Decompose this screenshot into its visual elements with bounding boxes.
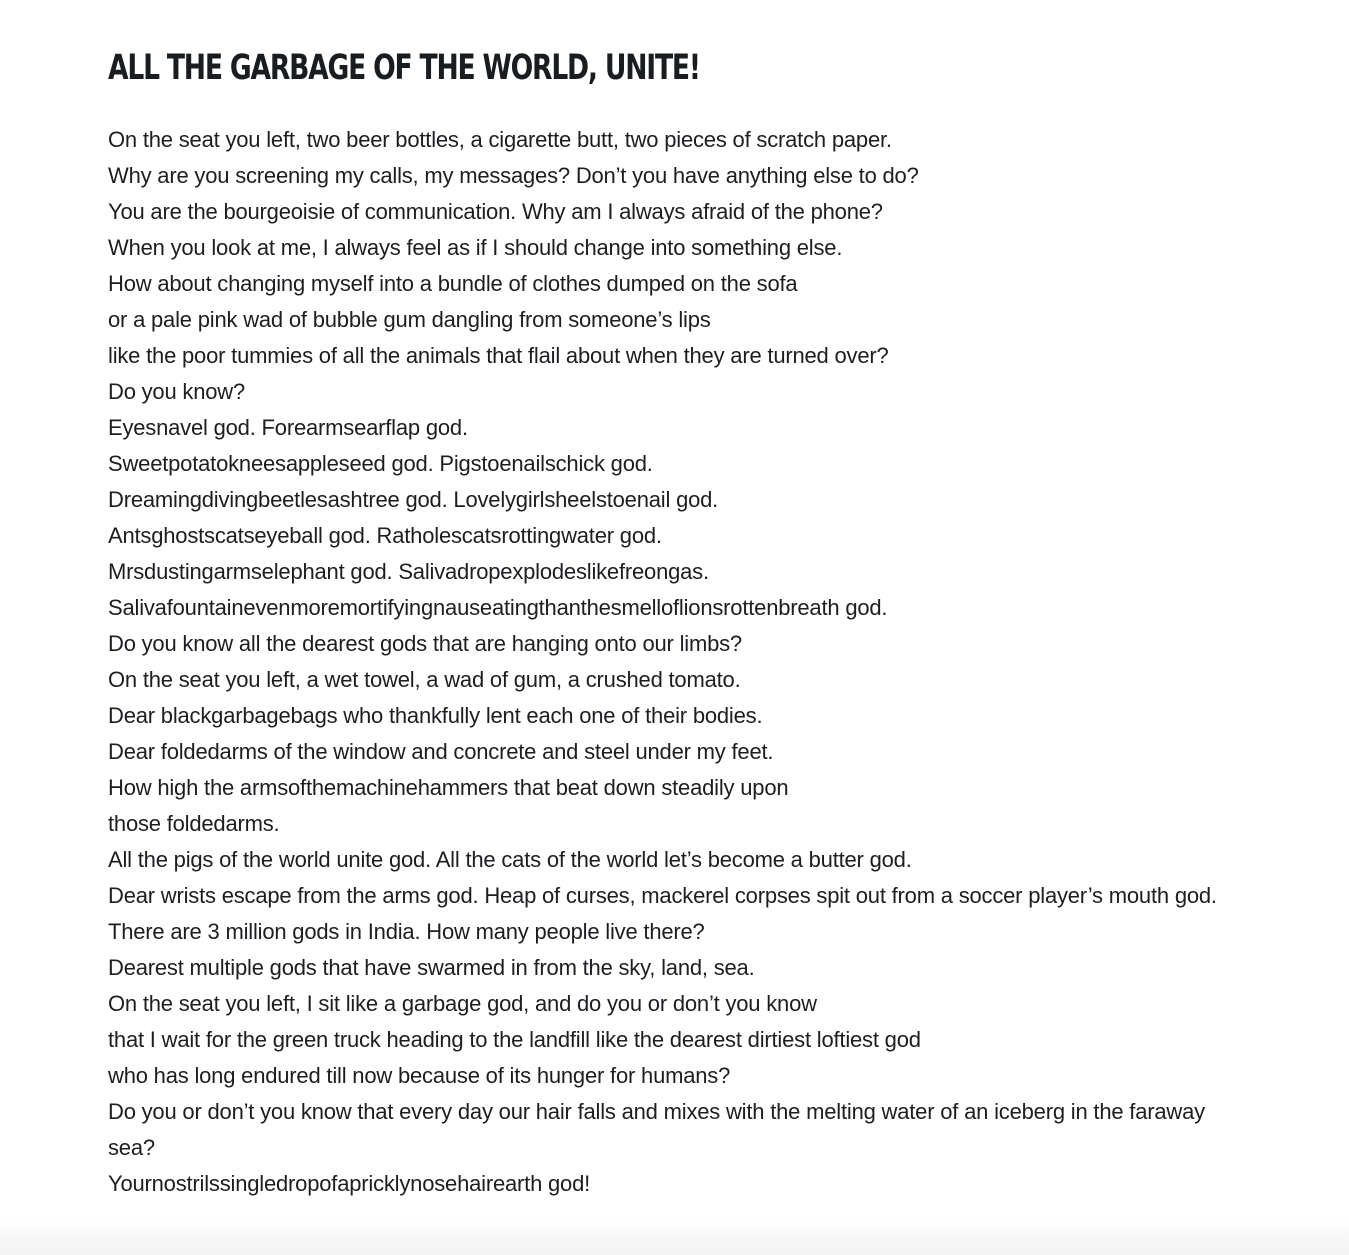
poem-line: Eyesnavel god. Forearmsearflap god. (108, 415, 468, 440)
poem-line: sea? (108, 1135, 155, 1160)
poem-line: Salivafountainevenmoremortifyingnauseatingthanthesmelloflionsrottenbreath god. (108, 595, 888, 620)
poem-line: Dear wrists escape from the arms god. Heap of curses, mackerel corpses spit out from a soccer player’s mouth god. (108, 883, 1217, 908)
poem-line: On the seat you left, a wet towel, a wad of gum, a crushed tomato. (108, 667, 741, 692)
poem-line: You are the bourgeoisie of communication. Why am I always afraid of the phone? (108, 199, 883, 224)
poem-line: How high the armsofthemachinehammers that beat down steadily upon (108, 775, 789, 800)
poem-line: Do you know? (108, 379, 246, 404)
poem-line: Do you or don’t you know that every day our hair falls and mixes with the melting water of an iceberg in the faraway (108, 1099, 1205, 1124)
poem-line: that I wait for the green truck heading to the landfill like the dearest dirtiest loftiest god (108, 1027, 921, 1052)
poem-line: Sweetpotatokneesappleseed god. Pigstoenailschick god. (108, 451, 653, 476)
poem-line: or a pale pink wad of bubble gum dangling from someone’s lips (108, 307, 711, 332)
poem-line: like the poor tummies of all the animals that flail about when they are turned over? (108, 343, 889, 368)
poem-line: When you look at me, I always feel as if I should change into something else. (108, 235, 843, 260)
poem-line: Dreamingdivingbeetlesashtree god. Lovelygirlsheelstoenail god. (108, 487, 719, 512)
poem-line: Yournostrilssingledropofapricklynosehairearth god! (108, 1171, 591, 1196)
poem-line: who has long endured till now because of its hunger for humans? (108, 1063, 731, 1088)
poem-line: There are 3 million gods in India. How many people live there? (108, 919, 705, 944)
poem-line: Dear blackgarbagebags who thankfully lent each one of their bodies. (108, 703, 763, 728)
poem-line: All the pigs of the world unite god. All the cats of the world let’s become a butter god. (108, 847, 912, 872)
poem-line: Mrsdustingarmselephant god. Salivadropexplodeslikefreongas. (108, 559, 709, 584)
bottom-shade (0, 1215, 1349, 1255)
poem-line: Dearest multiple gods that have swarmed in from the sky, land, sea. (108, 955, 755, 980)
poem-line: Dear foldedarms of the window and concrete and steel under my feet. (108, 739, 774, 764)
poem-line: Why are you screening my calls, my messages? Don’t you have anything else to do? (108, 163, 919, 188)
poem-line: Do you know all the dearest gods that are hanging onto our limbs? (108, 631, 742, 656)
poem-line: How about changing myself into a bundle of clothes dumped on the sofa (108, 271, 798, 296)
poem-article (108, 44, 1323, 1202)
poem-title: ALL THE GARBAGE OF THE WORLD, UNITE! (108, 48, 700, 88)
poem-line: Antsghostscatseyeball god. Ratholescatsrottingwater god. (108, 523, 662, 548)
poem-line: those foldedarms. (108, 811, 280, 836)
poem-line: On the seat you left, two beer bottles, a cigarette butt, two pieces of scratch paper. (108, 127, 892, 152)
poem-body (108, 122, 1323, 1202)
poem-line: On the seat you left, I sit like a garbage god, and do you or don’t you know (108, 991, 817, 1016)
